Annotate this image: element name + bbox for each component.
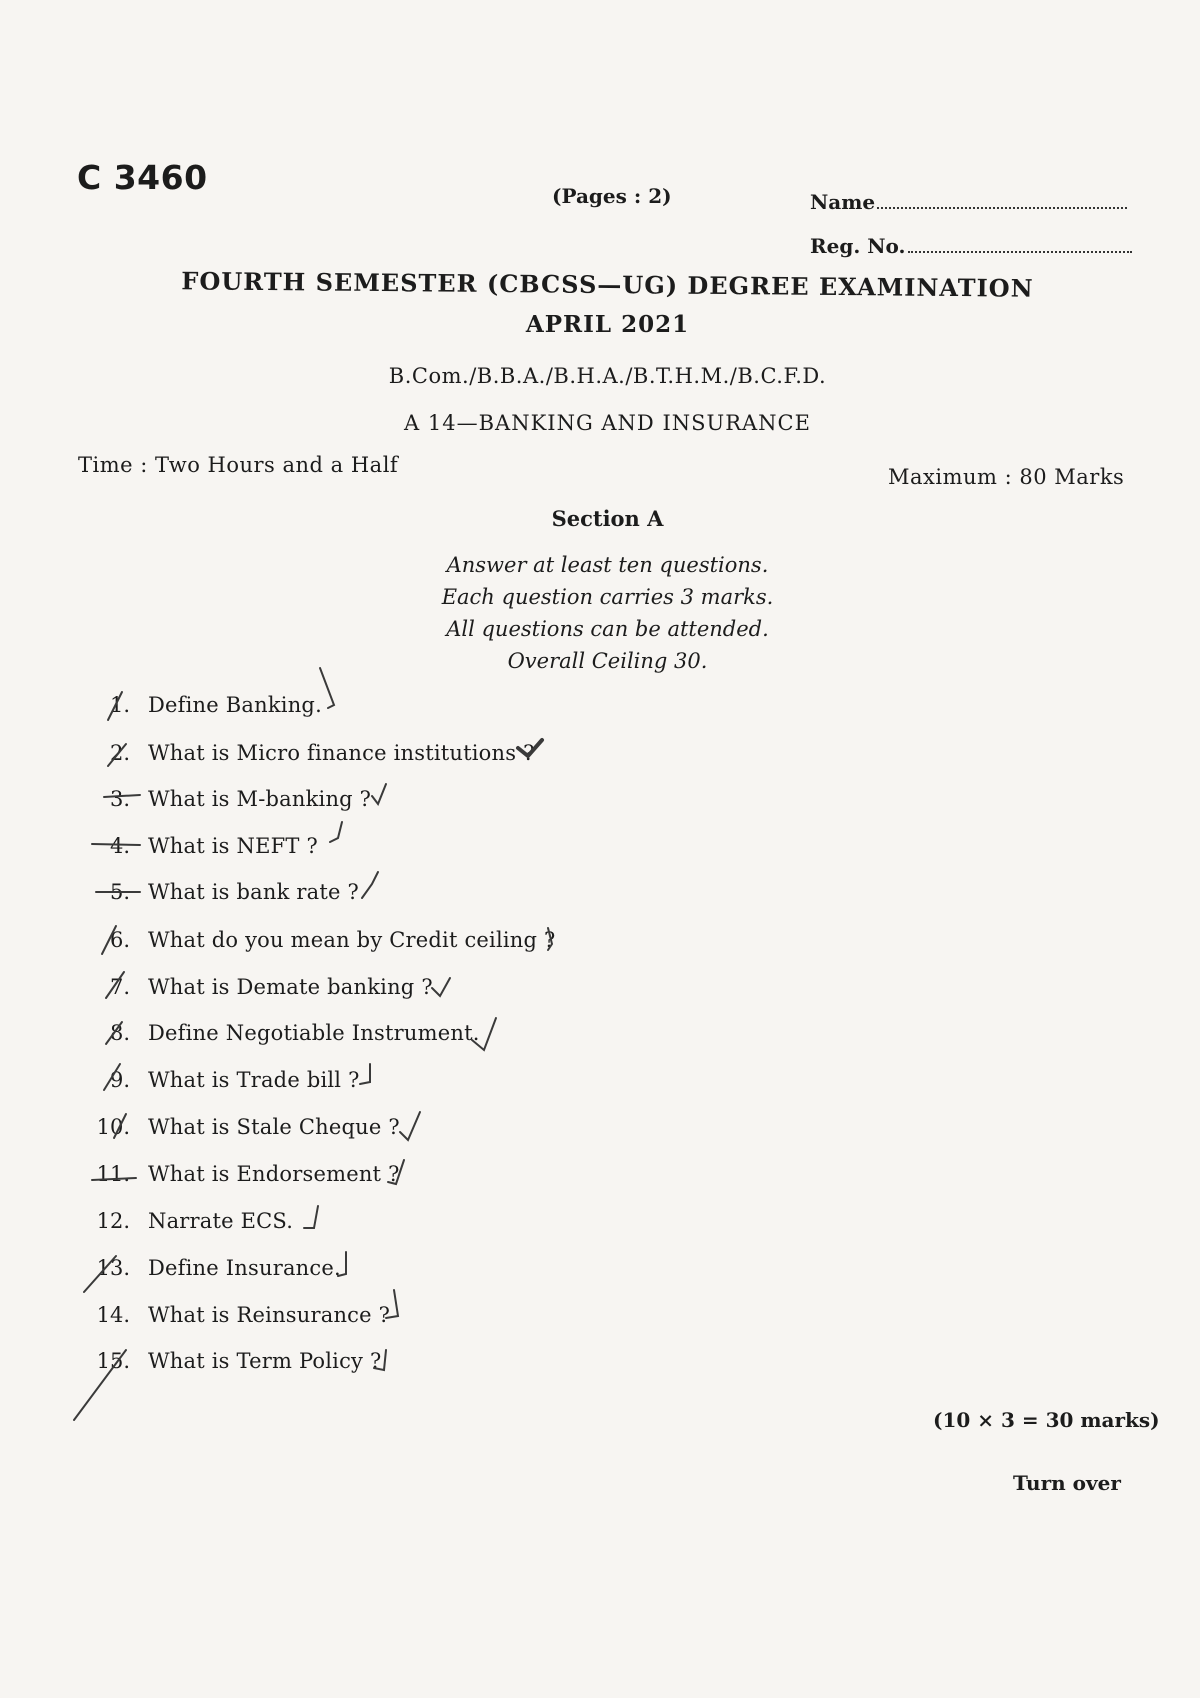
section-marks: (10 × 3 = 30 marks) [933,1408,1160,1432]
instruction-line: Overall Ceiling 30. [507,649,708,673]
turn-over-note: Turn over [1013,1471,1121,1495]
question-text: Define Insurance. [148,1256,341,1280]
question-number: 2. [109,741,130,765]
pencil-check-mark [362,872,378,898]
pencil-check-mark [372,784,386,804]
instruction-line: All questions can be attended. [446,617,769,641]
instruction-line: Answer at least ten questions. [446,553,769,577]
question-text: What is Demate banking ? [148,975,433,999]
pencil-check-mark [400,1112,420,1140]
question-number: 3. [109,787,130,811]
pencil-check-mark [432,978,450,996]
question-text: What is bank rate ? [148,880,359,904]
question-text: Define Banking. [148,693,322,717]
question-text: What is Term Policy ? [148,1349,382,1373]
question-number: 8. [109,1021,130,1045]
pencil-check-mark [320,668,334,708]
name-field [810,190,1127,214]
question-number: 15. [96,1349,130,1373]
subject: A 14—BANKING AND INSURANCE [404,411,811,435]
programs: B.Com./B.B.A./B.H.A./B.T.H.M./B.C.F.D. [388,364,827,388]
pencil-check-mark [304,1206,318,1228]
reg-no-dotted-line [908,237,1132,253]
question-text: What do you mean by Credit ceiling ? [148,928,556,952]
pencil-check-mark [360,1064,370,1084]
reg-no-label: Reg. No. [810,234,906,258]
question-text: Narrate ECS. [148,1209,294,1233]
question-number: 14. [96,1303,130,1327]
exam-date: APRIL 2021 [525,311,690,338]
question-text: What is Trade bill ? [148,1068,360,1092]
time-allowed: Time : Two Hours and a Half [78,453,399,477]
instruction-line: Each question carries 3 marks. [441,585,774,609]
pencil-check-mark [330,822,342,842]
question-text: What is Micro finance institutions ? [148,741,535,765]
name-dotted-line [877,193,1127,209]
question-number: 5. [109,880,130,904]
question-text: What is Reinsurance ? [148,1303,391,1327]
question-text: What is NEFT ? [148,834,318,858]
section-heading: Section A [551,506,664,531]
question-number: 10. [96,1115,130,1139]
question-number: 1. [109,693,130,717]
reg-no-field [810,234,1132,258]
question-number: 11. [96,1162,130,1186]
question-text: What is Endorsement ? [148,1162,400,1186]
question-text: What is M-banking ? [148,787,372,811]
maximum-marks: Maximum : 80 Marks [888,465,1125,489]
question-text: What is Stale Cheque ? [148,1115,400,1139]
question-number: 13. [96,1256,130,1280]
question-number: 9. [109,1068,130,1092]
page-count: (Pages : 2) [552,184,672,208]
paper-code: C 3460 [77,158,208,197]
question-number: 6. [109,928,130,952]
exam-title: FOURTH SEMESTER (CBCSS—UG) DEGREE EXAMINATION [181,266,1034,303]
question-number: 12. [96,1209,130,1233]
question-number: 7. [109,975,130,999]
name-label: Name [810,190,876,214]
question-text: Define Negotiable Instrument. [148,1021,480,1045]
question-number: 4. [109,834,130,858]
